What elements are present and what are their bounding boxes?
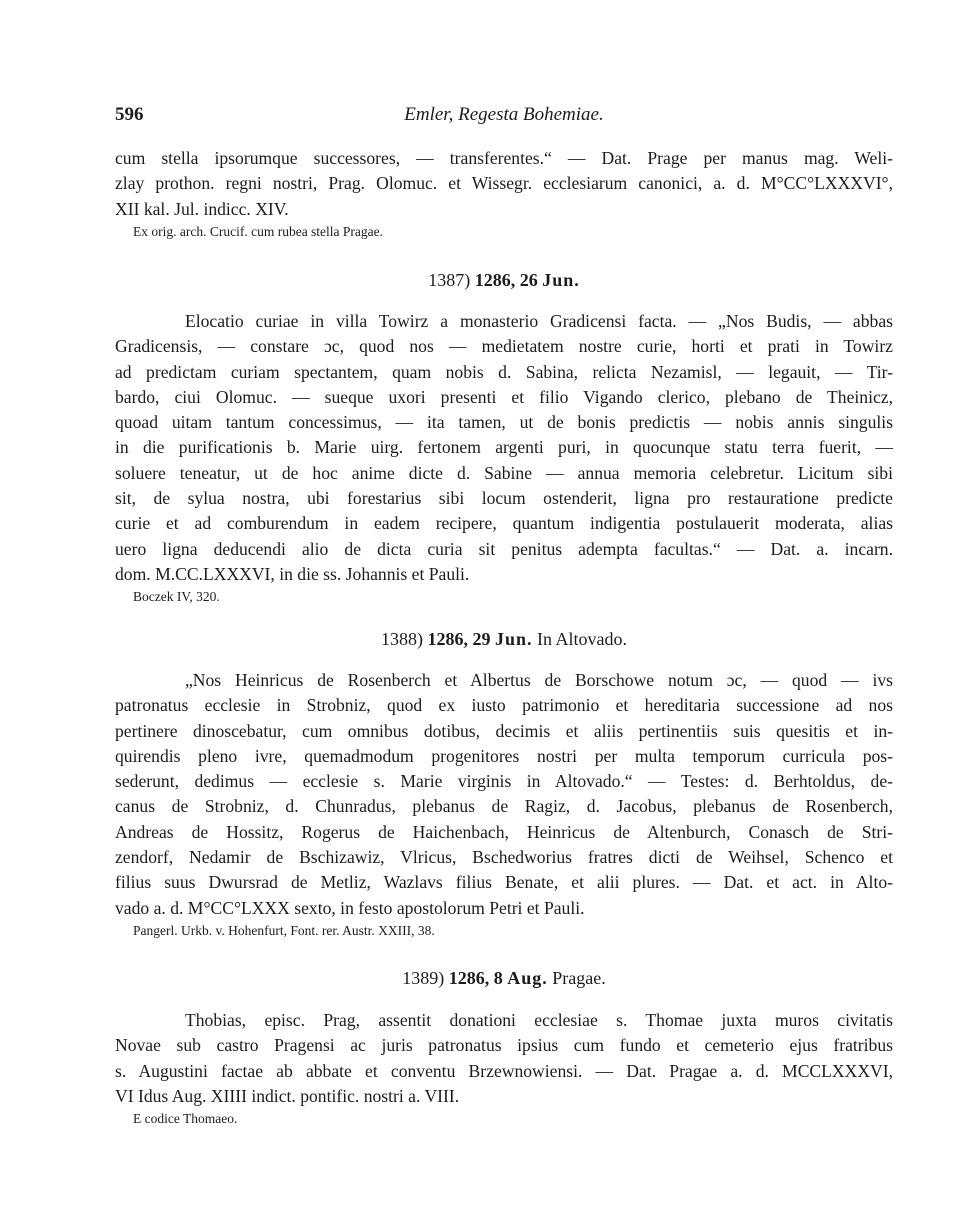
text-line: pertinere dinoscebatur, cum omnibus dotibus, decimis et aliis pertinentiis suis quesitis et in- <box>115 720 893 741</box>
text-line: zlay prothon. regni nostri, Prag. Olomuc. et Wissegr. ecclesiarum canonici, a. d. M°CC°LXXXVI°, <box>115 173 893 194</box>
source-citation: Boczek IV, 320. <box>133 589 220 605</box>
text-line: dom. M.CC.LXXXVI, in die ss. Johannis et Pauli. <box>115 563 470 584</box>
page-number: 596 <box>115 104 144 125</box>
entry-text <box>115 1008 893 1109</box>
entry-text <box>115 668 893 921</box>
text-line: zendorf, Nedamir de Bschizawiz, Vlricus, Bschedworius fratres dicti de Weihsel, Schenco et <box>115 847 893 868</box>
text-line: Elocatio curiae in villa Towirz a monasterio Gradicensi facta. — „Nos Budis, — abbas <box>185 311 893 331</box>
entry-heading-1388 <box>115 629 893 650</box>
text-line: Novae sub castro Pragensi ac juris patronatus ipsius cum fundo et cemeterio ejus fratribus <box>115 1035 893 1056</box>
text-line: curie et ad comburendum in eadem recipere, quantum indigentia postulauerit moderata, alias <box>115 513 893 534</box>
text-line: XII kal. Jul. indicc. XIV. <box>115 198 289 219</box>
entry-text <box>115 309 893 587</box>
entry-date: 1286, 29 <box>427 629 491 649</box>
text-line: bardo, ciui Olomuc. — sueque uxori presenti et filio Vigando clerico, plebano de Theinicz, <box>115 386 893 407</box>
source-citation: E codice Thomaeo. <box>133 1111 238 1127</box>
entry-date: 1286, 8 <box>448 968 503 988</box>
entry-heading-1387 <box>115 270 893 291</box>
entry-date: 1286, 26 <box>474 270 538 290</box>
text-line: vado a. d. M°CC°LXXX sexto, in festo apostolorum Petri et Pauli. <box>115 897 585 918</box>
entry-place: In Altovado. <box>537 629 628 649</box>
text-line: Gradicensis, — constare ɔc, quod nos — medietatem nostre curie, horti et prati in Towirz <box>115 336 893 357</box>
entry-place: Pragae. <box>552 968 606 988</box>
text-line: filius suus Dwursrad de Metliz, Wazlavs filius Benate, et alii plures. — Dat. et act. in Alto- <box>115 872 893 893</box>
text-line: in die purificationis b. Marie uirg. fertonem argenti puri, in quocunque statu terra fuerit, — <box>115 437 893 458</box>
entry-month: Jun. <box>542 270 580 290</box>
text-line: quoad uitam tantum concessimus, — ita tamen, ut de bonis predictis — nobis annis singulis <box>115 412 893 433</box>
text-line: patronatus ecclesie in Strobniz, quod ex iusto patrimonio et hereditaria successione ad nos <box>115 695 893 716</box>
continuation-text <box>115 146 893 222</box>
text-line: Thobias, episc. Prag, assentit donationi ecclesiae s. Thomae juxta muros civitatis <box>185 1010 893 1030</box>
text-line: „Nos Heinricus de Rosenberch et Albertus de Borschowe notum ɔc, — quod — ivs <box>185 670 893 690</box>
text-line: cum stella ipsorumque successores, — transferentes.“ — Dat. Prage per manus mag. Weli- <box>115 148 893 168</box>
entry-heading-1389 <box>115 968 893 989</box>
entry-month: Aug. <box>507 968 548 988</box>
text-line: VI Idus Aug. XIIII indict. pontific. nostri a. VIII. <box>115 1085 460 1106</box>
continuation-block <box>115 146 893 242</box>
text-line: Andreas de Hossitz, Rogerus de Haichenbach, Heinricus de Altenburch, Conasch de Stri- <box>115 821 893 842</box>
entry-body-1387 <box>115 309 893 607</box>
text-line: soluere teneatur, ut de hoc anime dicte d. Sabine — annua memoria celebretur. Licitum sibi <box>115 462 893 483</box>
text-line: ad predictam curiam spectantem, quam nobis d. Sabina, relicta Nezamisl, — legauit, — Tir- <box>115 361 893 382</box>
text-line: s. Augustini factae ab abbate et conventu Brzewnowiensi. — Dat. Pragae a. d. MCCLXXXVI, <box>115 1060 893 1081</box>
source-citation: Ex orig. arch. Crucif. cum rubea stella Pragae. <box>133 223 384 239</box>
running-title: Emler, Regesta Bohemiae. <box>404 104 604 125</box>
entry-body-1389 <box>115 1008 893 1129</box>
entry-body-1388 <box>115 668 893 941</box>
text-line: canus de Strobniz, d. Chunradus, plebanus de Ragiz, d. Jacobus, plebanus de Rosenberch, <box>115 796 893 817</box>
text-line: uero ligna deducendi alio de dicta curia sit penitus adempta facultas.“ — Dat. a. incarn. <box>115 538 893 559</box>
text-line: sederunt, dedimus — ecclesie s. Marie virginis in Altovado.“ — Testes: d. Berhtoldus, de- <box>115 771 893 792</box>
entry-month: Jun. <box>494 629 533 649</box>
page-header <box>115 104 893 130</box>
entry-number: 1387) <box>428 270 471 290</box>
text-line: sit, de sylua nostra, ubi forestarius sibi locum ostenderit, ligna pro restauratione predicte <box>115 488 893 509</box>
source-citation: Pangerl. Urkb. v. Hohenfurt, Font. rer. Austr. XXIII, 38. <box>133 922 435 938</box>
entry-number: 1389) <box>402 968 445 988</box>
entry-number: 1388) <box>380 629 423 649</box>
text-line: quirendis pleno ivre, quemadmodum progenitores nostri per multa temporum curricula pos- <box>115 745 893 766</box>
